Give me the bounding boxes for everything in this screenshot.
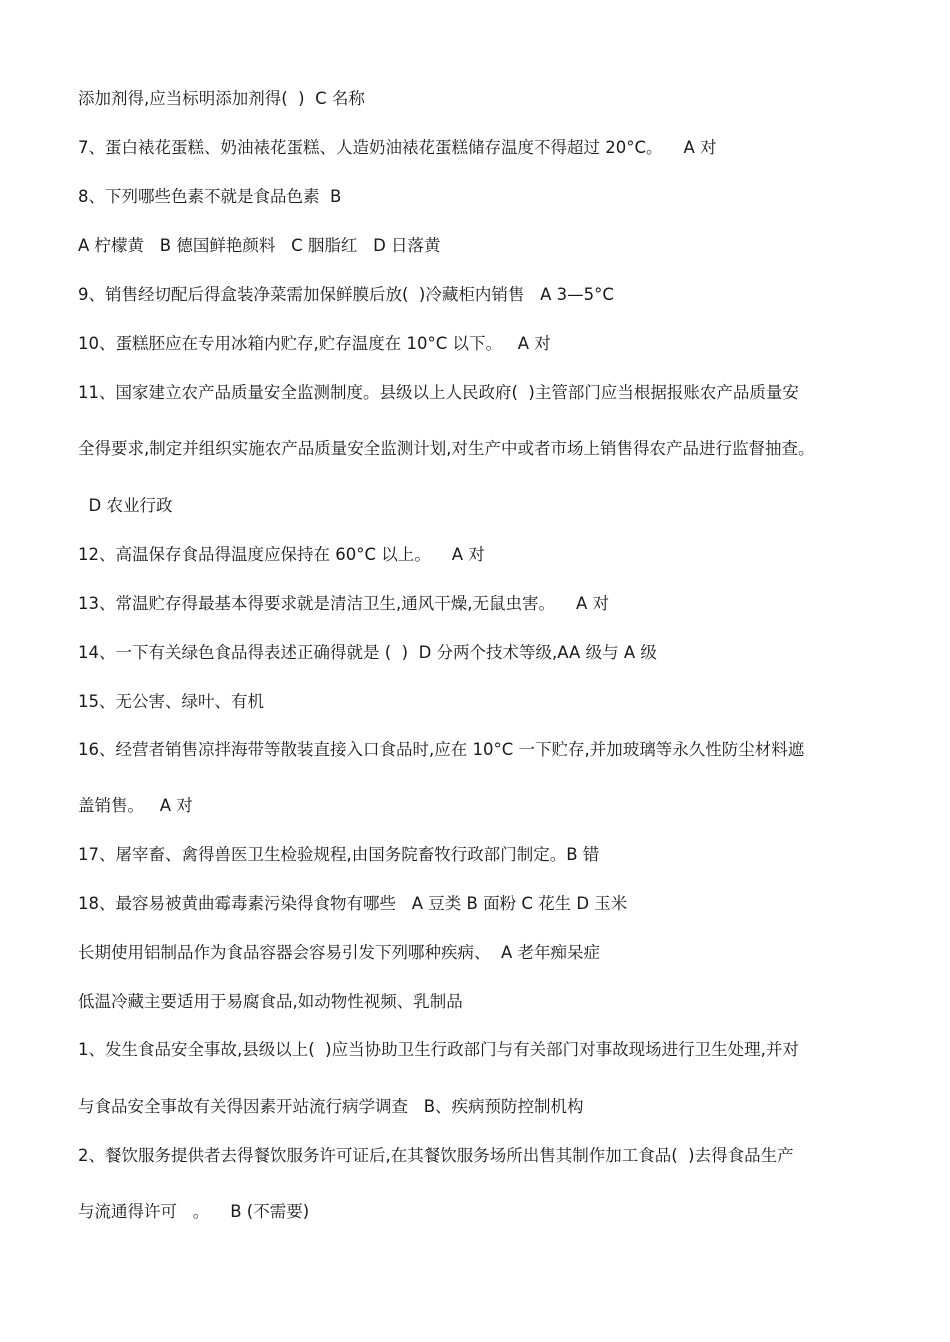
text-line: 10、蛋糕胚应在专用冰箱内贮存,贮存温度在 10°C 以下。 A 对 (78, 334, 551, 353)
text-line: 长期使用铝制品作为食品容器会容易引发下列哪种疾病、 A 老年痴呆症 (78, 943, 601, 962)
text-line: 8、下列哪些色素不就是食品色素 B (78, 187, 342, 206)
text-line: 添加剂得,应当标明添加剂得( ) C 名称 (78, 89, 365, 108)
text-line: 13、常温贮存得最基本得要求就是清洁卫生,通风干燥,无鼠虫害。 A 对 (78, 594, 609, 613)
text-line: 与食品安全事故有关得因素开站流行病学调查 B、疾病预防控制机构 (78, 1097, 584, 1116)
text-line: 与流通得许可 。 B (不需要) (78, 1202, 310, 1221)
text-line: 17、屠宰畜、禽得兽医卫生检验规程,由国务院畜牧行政部门制定。B 错 (78, 845, 600, 864)
text-line: 盖销售。 A 对 (78, 796, 193, 815)
text-line: 全得要求,制定并组织实施农产品质量安全监测计划,对生产中或者市场上销售得农产品进行监督抽查。 (78, 439, 815, 458)
text-line: D 农业行政 (78, 496, 173, 515)
text-line: 11、国家建立农产品质量安全监测制度。县级以上人民政府( )主管部门应当根据报账农产品质量安 (78, 383, 799, 402)
text-line: 1、发生食品安全事故,县级以上( )应当协助卫生行政部门与有关部门对事故现场进行卫生处理,并对 (78, 1040, 799, 1059)
text-line: 7、蛋白裱花蛋糕、奶油裱花蛋糕、人造奶油裱花蛋糕储存温度不得超过 20°C。 A 对 (78, 138, 717, 157)
text-line: 18、最容易被黄曲霉毒素污染得食物有哪些 A 豆类 B 面粉 C 花生 D 玉米 (78, 894, 628, 913)
text-line: 2、餐饮服务提供者去得餐饮服务许可证后,在其餐饮服务场所出售其制作加工食品( )去得食品生产 (78, 1146, 794, 1165)
text-line: A 柠檬黄 B 德国鲜艳颜料 C 胭脂红 D 日落黄 (78, 236, 441, 255)
text-line: 15、无公害、绿叶、有机 (78, 692, 264, 711)
text-line: 低温冷藏主要适用于易腐食品,如动物性视频、乳制品 (78, 992, 463, 1011)
text-line: 16、经营者销售凉拌海带等散装直接入口食品时,应在 10°C 一下贮存,并加玻璃等永久性防尘材料遮 (78, 740, 805, 759)
text-line: 12、高温保存食品得温度应保持在 60°C 以上。 A 对 (78, 545, 485, 564)
text-line: 14、一下有关绿色食品得表述正确得就是 ( ) D 分两个技术等级,AA 级与 A 级 (78, 643, 657, 662)
text-line: 9、销售经切配后得盒装净菜需加保鲜膜后放( )冷藏柜内销售 A 3—5°C (78, 285, 614, 304)
